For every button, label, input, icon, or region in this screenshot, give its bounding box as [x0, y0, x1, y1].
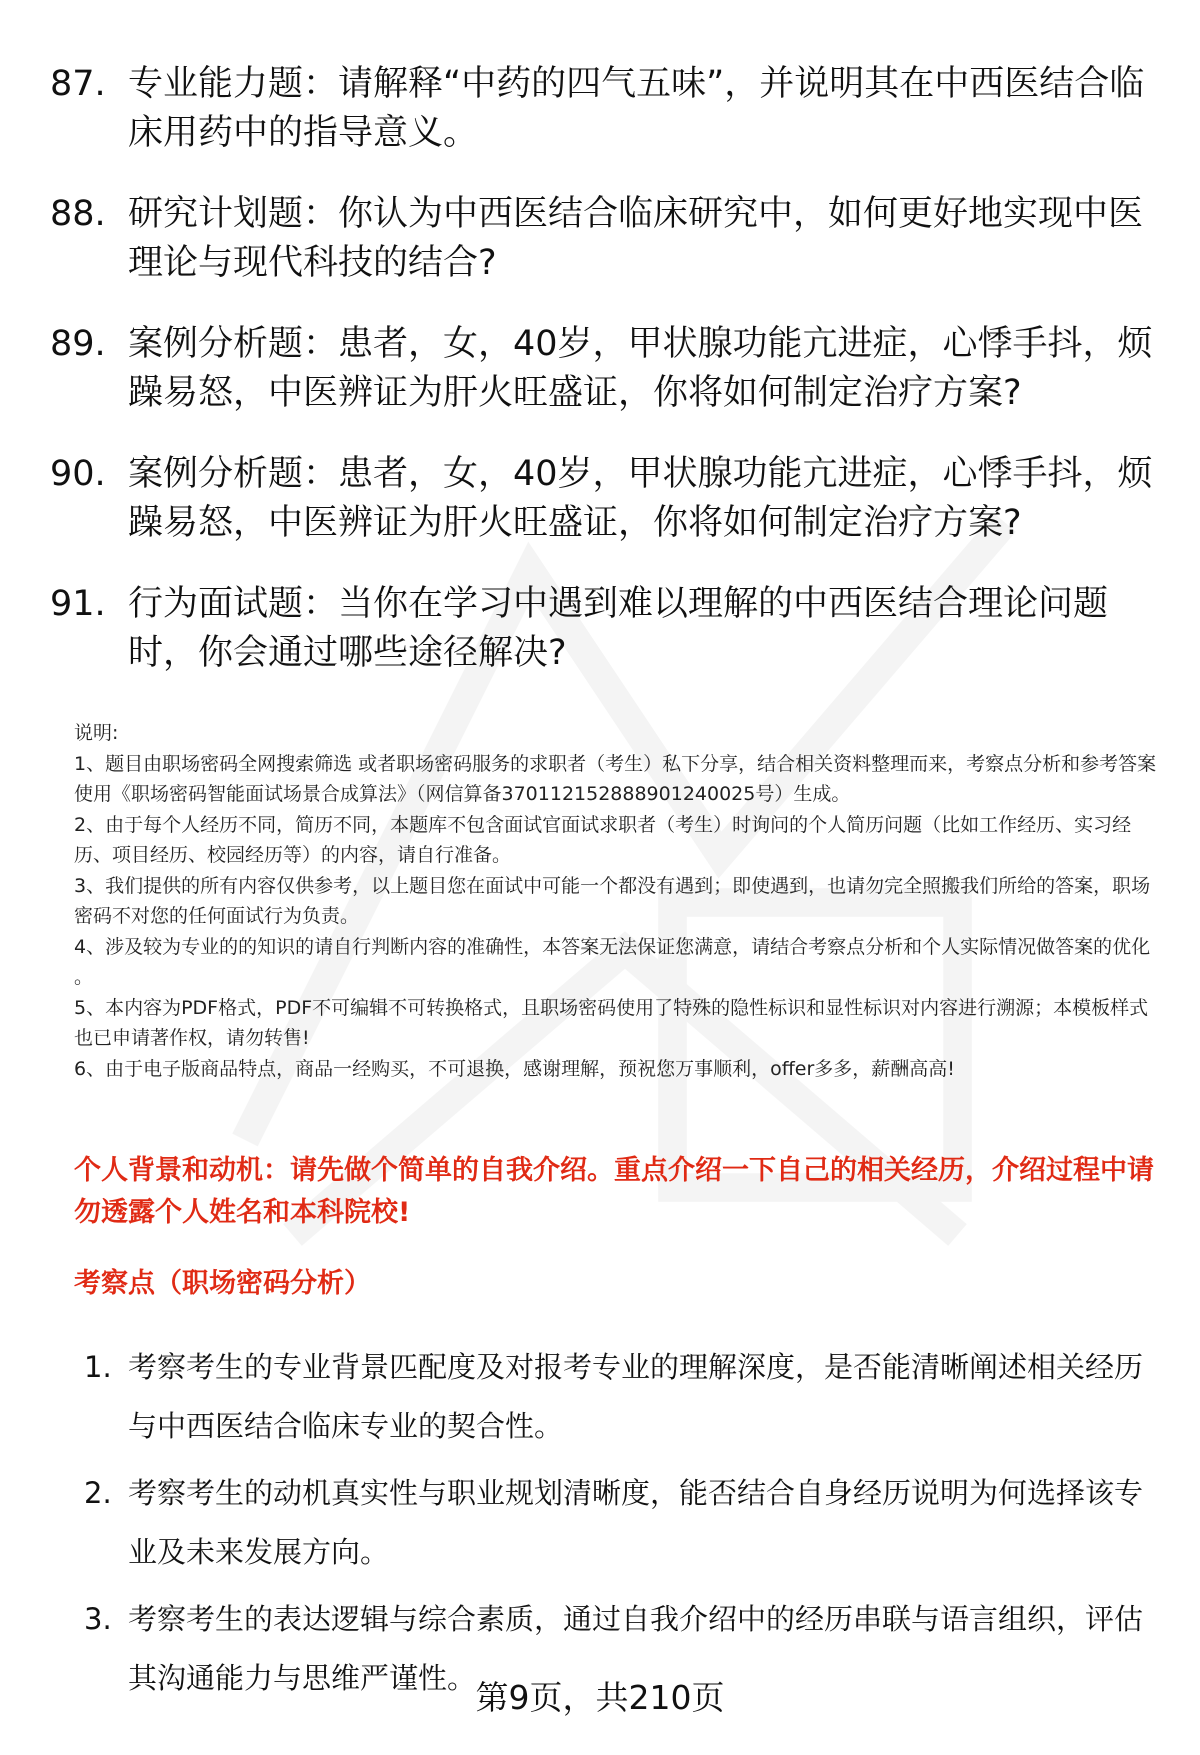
analysis-point-list	[84, 1338, 1164, 1716]
note-item: 6、由于电子版商品特点，商品一经购买，不可退换，感谢理解，预祝您万事顺利，offer多多，薪酬高高!	[74, 1057, 955, 1080]
question-number: 88.	[50, 194, 106, 234]
point-text: 考察考生的表达逻辑与综合素质，通过自我介绍中的经历串联与语言组织，评估其沟通能力与思维严谨性。	[128, 1602, 1144, 1695]
question-number: 89.	[50, 324, 106, 364]
disclaimer-notes	[74, 718, 1164, 1084]
question-text: 专业能力题：请解释“中药的四气五味”，并说明其在中西医结合临床用药中的指导意义。	[128, 64, 1145, 153]
question-item	[50, 580, 1170, 678]
note-item: 1、题目由职场密码全网搜索筛选 或者职场密码服务的求职者（考生）私下分享，结合相关资料整理而来，考察点分析和参考答案使用《职场密码智能面试场景合成算法》（网信算备370112152888901240025号）生成。	[74, 752, 1157, 805]
question-item	[50, 320, 1170, 418]
point-number: 1.	[84, 1350, 112, 1384]
question-text: 案例分析题：患者，女，40岁，甲状腺功能亢进症，心悸手抖，烦躁易怒，中医辨证为肝火旺盛证，你将如何制定治疗方案?	[128, 324, 1153, 413]
question-text: 研究计划题：你认为中西医结合临床研究中，如何更好地实现中医理论与现代科技的结合?	[128, 194, 1144, 283]
notes-heading: 说明:	[74, 722, 119, 744]
question-text: 案例分析题：患者，女，40岁，甲状腺功能亢进症，心悸手抖，烦躁易怒，中医辨证为肝火旺盛证，你将如何制定治疗方案?	[128, 454, 1153, 543]
note-item: 2、由于每个人经历不同，简历不同，本题库不包含面试官面试求职者（考生）时询问的个人简历问题（比如工作经历、实习经历、项目经历、校园经历等）的内容，请自行准备。	[74, 813, 1132, 866]
point-text: 考察考生的专业背景匹配度及对报考专业的理解深度，是否能清晰阐述相关经历与中西医结合临床专业的契合性。	[128, 1350, 1144, 1443]
point-text: 考察考生的动机真实性与职业规划清晰度，能否结合自身经历说明为何选择该专业及未来发展方向。	[128, 1476, 1144, 1569]
question-list	[50, 60, 1170, 710]
question-item	[50, 190, 1170, 288]
question-text: 行为面试题：当你在学习中遇到难以理解的中西医结合理论问题时，你会通过哪些途径解决?	[128, 584, 1109, 673]
note-item: 5、本内容为PDF格式，PDF不可编辑不可转换格式，且职场密码使用了特殊的隐性标识和显性标识对内容进行溯源；本模板样式也已申请著作权，请勿转售!	[74, 996, 1149, 1049]
intro-question-heading: 个人背景和动机：请先做个简单的自我介绍。重点介绍一下自己的相关经历，介绍过程中请勿透露个人姓名和本科院校!	[74, 1155, 1154, 1228]
point-number: 3.	[84, 1602, 112, 1636]
point-number: 2.	[84, 1476, 112, 1510]
question-item	[50, 60, 1170, 158]
page-footer: 第9页，共210页	[475, 1678, 725, 1717]
question-item	[50, 450, 1170, 548]
note-item: 3、我们提供的所有内容仅供参考，以上题目您在面试中可能一个都没有遇到；即使遇到，也请勿完全照搬我们所给的答案，职场密码不对您的任何面试行为负责。	[74, 874, 1151, 927]
analysis-section-title: 考察点（职场密码分析）	[74, 1268, 371, 1299]
question-number: 90.	[50, 454, 106, 494]
question-number: 91.	[50, 584, 106, 624]
question-number: 87.	[50, 64, 106, 104]
note-item: 4、涉及较为专业的的知识的请自行判断内容的准确性，本答案无法保证您满意，请结合考察点分析和个人实际情况做答案的优化 。	[74, 935, 1151, 988]
analysis-point	[84, 1464, 1164, 1582]
analysis-point	[84, 1338, 1164, 1456]
